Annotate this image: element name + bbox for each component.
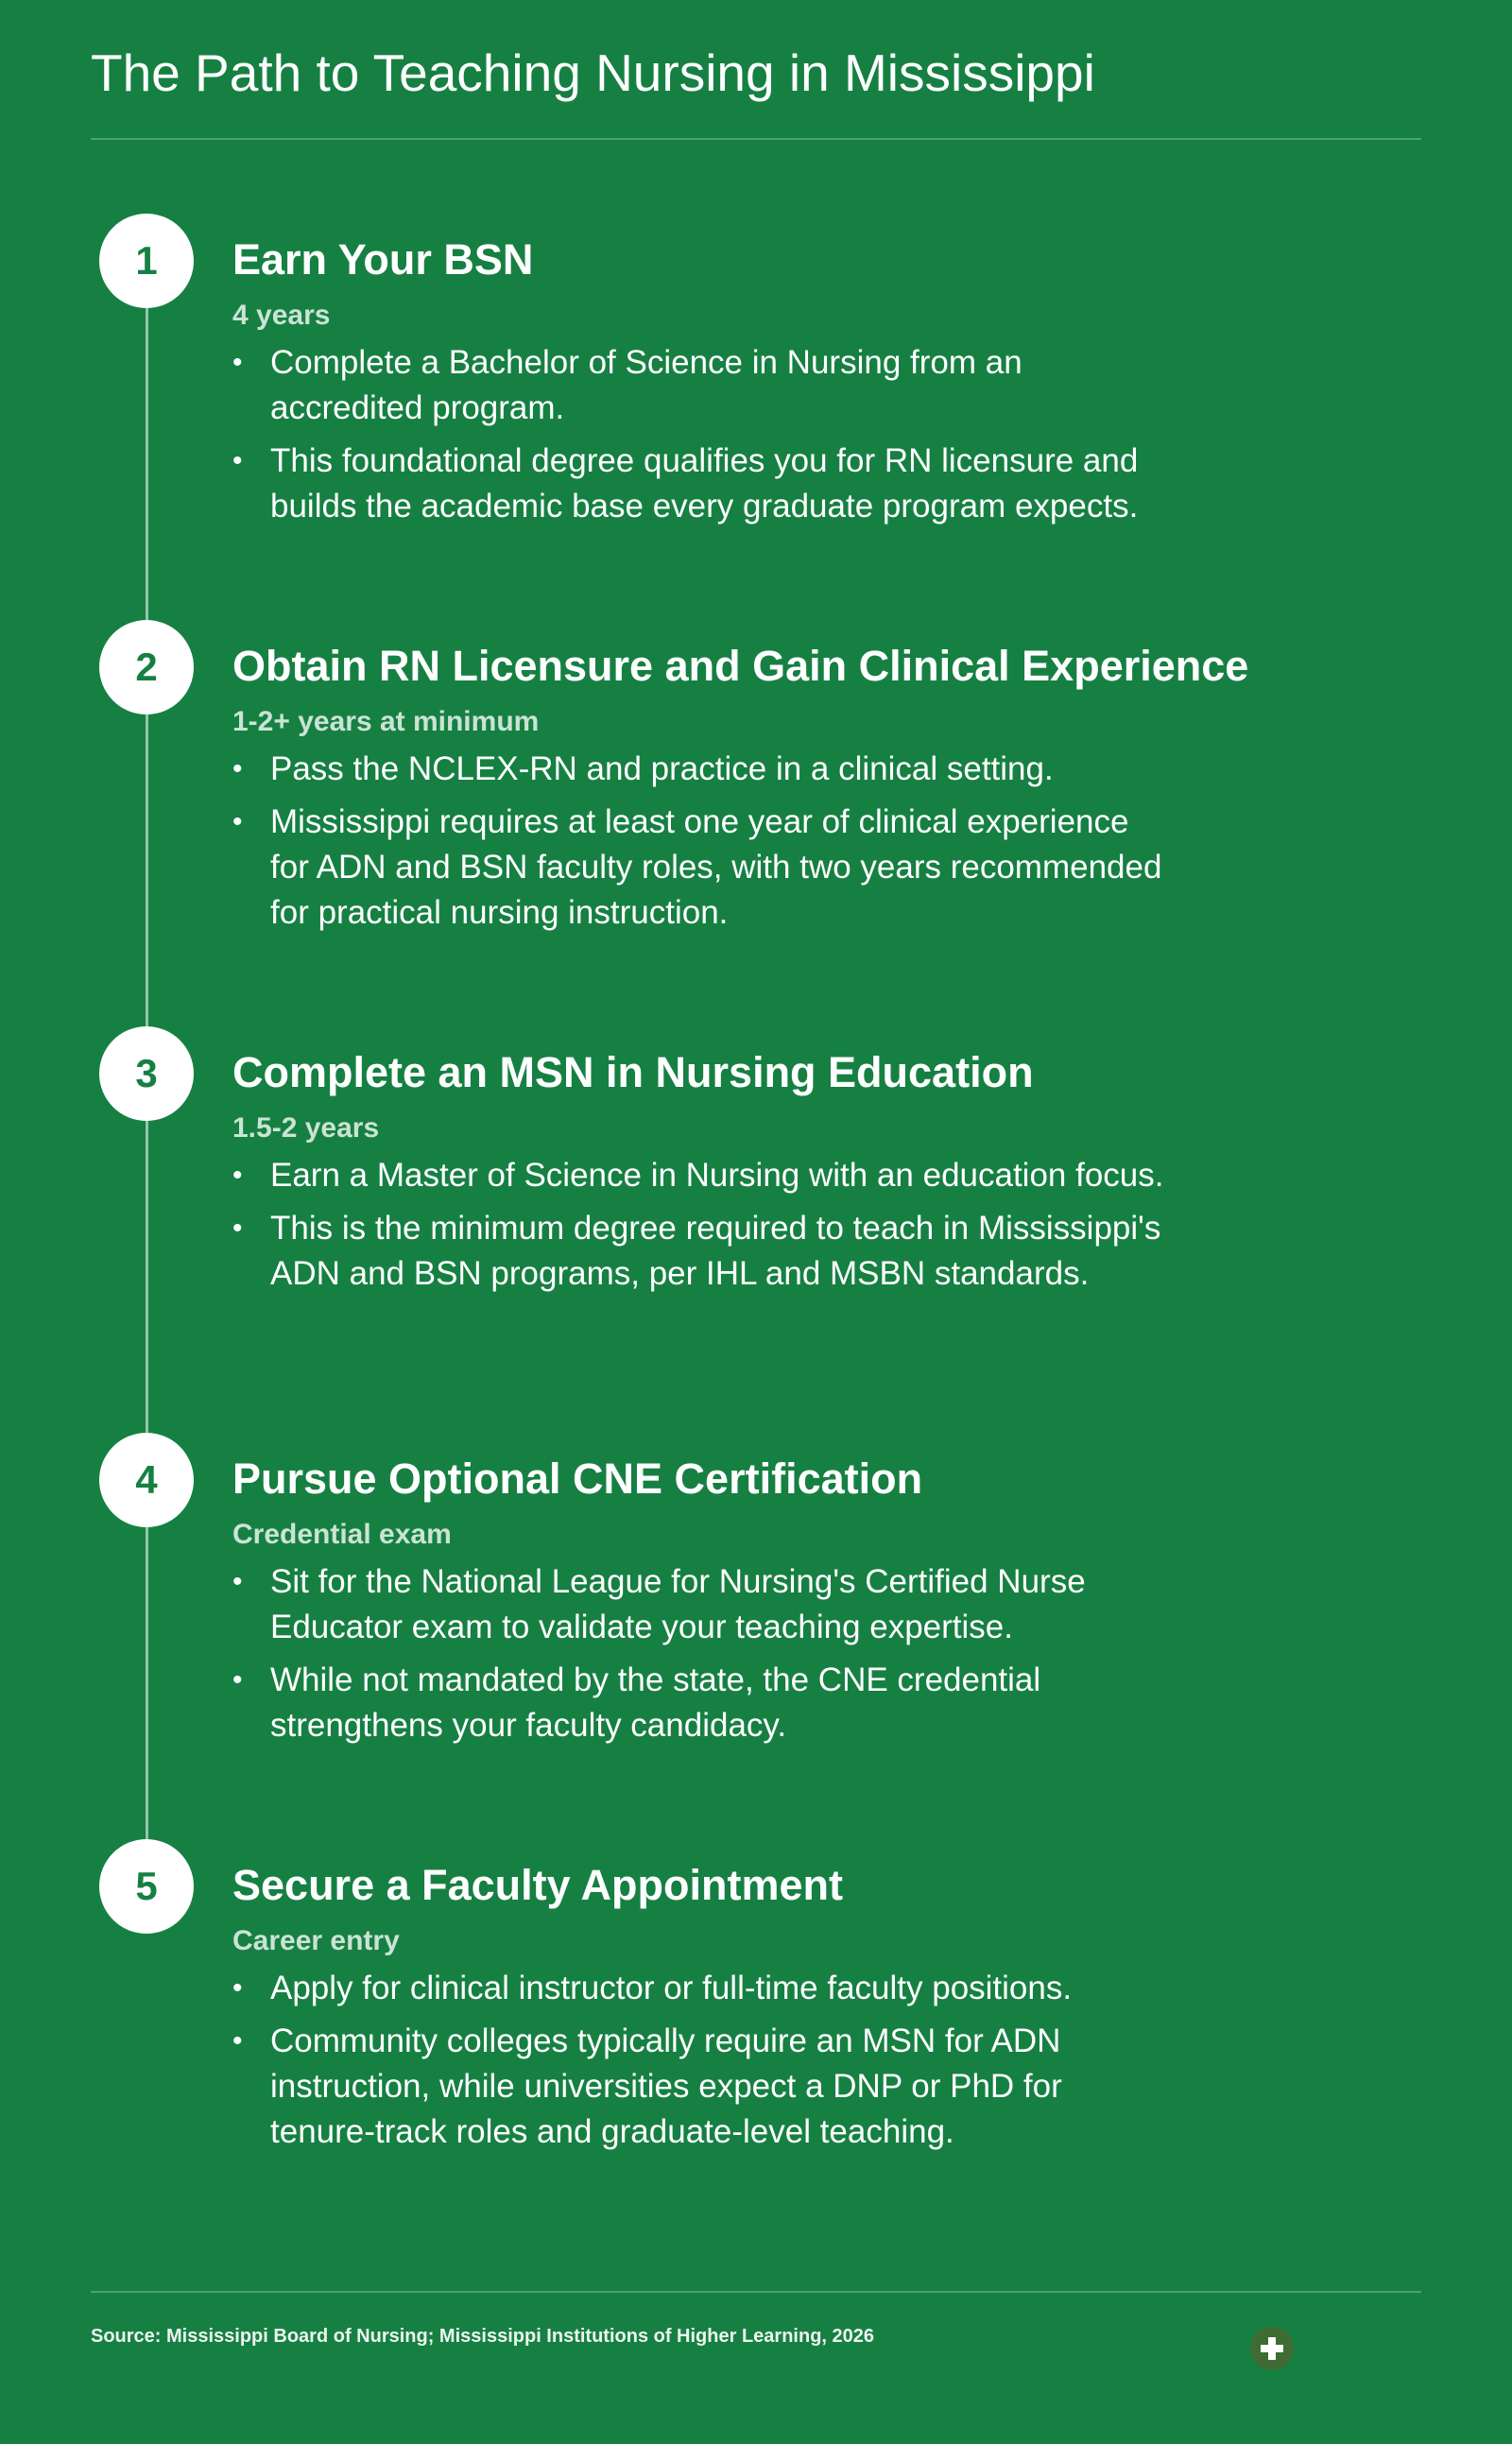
bullet-icon: •: [232, 753, 243, 784]
header-divider: [91, 138, 1421, 140]
step-duration: 1-2+ years at minimum: [232, 706, 540, 737]
bullet-text: Mississippi requires at least one year of clinical experience for ADN and BSN faculty roles, with two years recommended for practical nursing instruction.: [270, 803, 1162, 931]
bullet-item: [232, 800, 1168, 936]
step-heading: Earn Your BSN: [232, 235, 534, 284]
step-duration: 1.5-2 years: [232, 1112, 380, 1144]
bullet-icon: •: [232, 1664, 243, 1695]
bullet-item: [232, 747, 1168, 792]
bullet-icon: •: [232, 445, 243, 476]
step-bullet-list: [232, 1153, 1215, 1304]
step-duration: Credential exam: [232, 1519, 452, 1550]
bullet-item: [232, 439, 1168, 529]
step-duration: 4 years: [232, 300, 331, 331]
bullet-icon: •: [232, 2025, 243, 2057]
step-heading: Pursue Optional CNE Certification: [232, 1454, 923, 1503]
bullet-text: While not mandated by the state, the CNE credential strengthens your faculty candidacy.: [270, 1661, 1041, 1744]
bullet-item: [232, 340, 1168, 431]
step-bullet-list: [232, 340, 1168, 537]
step-heading: Secure a Faculty Appointment: [232, 1861, 843, 1909]
step-bullet-list: [232, 747, 1168, 943]
bullet-item: [232, 2019, 1168, 2155]
bullet-item: [232, 1966, 1168, 2011]
source-note: Source: Mississippi Board of Nursing; Mississippi Institutions of Higher Learning, 2026: [91, 2326, 875, 2347]
bullet-text: This is the minimum degree required to teach in Mississippi's ADN and BSN programs, per IHL and MSBN standards.: [270, 1210, 1161, 1292]
bullet-icon: •: [232, 1566, 243, 1597]
bullet-text: Pass the NCLEX-RN and practice in a clinical setting.: [270, 750, 1054, 787]
bullet-icon: •: [232, 1213, 243, 1244]
medical-cross-icon: [1250, 2327, 1294, 2370]
step-bullet-list: [232, 1966, 1168, 2162]
bullet-text: Complete a Bachelor of Science in Nursing from an accredited program.: [270, 344, 1022, 426]
bullet-icon: •: [232, 806, 243, 837]
bullet-text: Sit for the National League for Nursing's Certified Nurse Educator exam to validate your teaching expertise.: [270, 1563, 1086, 1645]
bullet-icon: •: [232, 1972, 243, 2004]
medical-cross-glyph: [1258, 2334, 1286, 2363]
bullet-item: [232, 1658, 1168, 1748]
step-number-badge: 5: [99, 1839, 194, 1934]
page-title: The Path to Teaching Nursing in Mississippi: [91, 43, 1095, 102]
bullet-text: Earn a Master of Science in Nursing with an education focus.: [270, 1157, 1164, 1194]
step-heading: Obtain RN Licensure and Gain Clinical Experience: [232, 642, 1249, 690]
step-number-badge: 1: [99, 214, 194, 308]
step-number-badge: 2: [99, 620, 194, 714]
bullet-text: Community colleges typically require an MSN for ADN instruction, while universities expect a DNP or PhD for tenure-track roles and graduate-level teaching.: [270, 2022, 1062, 2150]
bullet-item: [232, 1153, 1215, 1198]
bullet-item: [232, 1559, 1168, 1650]
step-bullet-list: [232, 1559, 1168, 1756]
bullet-text: This foundational degree qualifies you for RN licensure and builds the academic base every graduate program expects.: [270, 442, 1139, 525]
footer-divider: [91, 2291, 1421, 2293]
step-duration: Career entry: [232, 1925, 400, 1956]
step-number-badge: 4: [99, 1433, 194, 1527]
step-number-badge: 3: [99, 1026, 194, 1121]
bullet-text: Apply for clinical instructor or full-time faculty positions.: [270, 1970, 1073, 2006]
bullet-icon: •: [232, 347, 243, 378]
bullet-item: [232, 1206, 1215, 1297]
step-heading: Complete an MSN in Nursing Education: [232, 1048, 1034, 1096]
bullet-icon: •: [232, 1160, 243, 1191]
